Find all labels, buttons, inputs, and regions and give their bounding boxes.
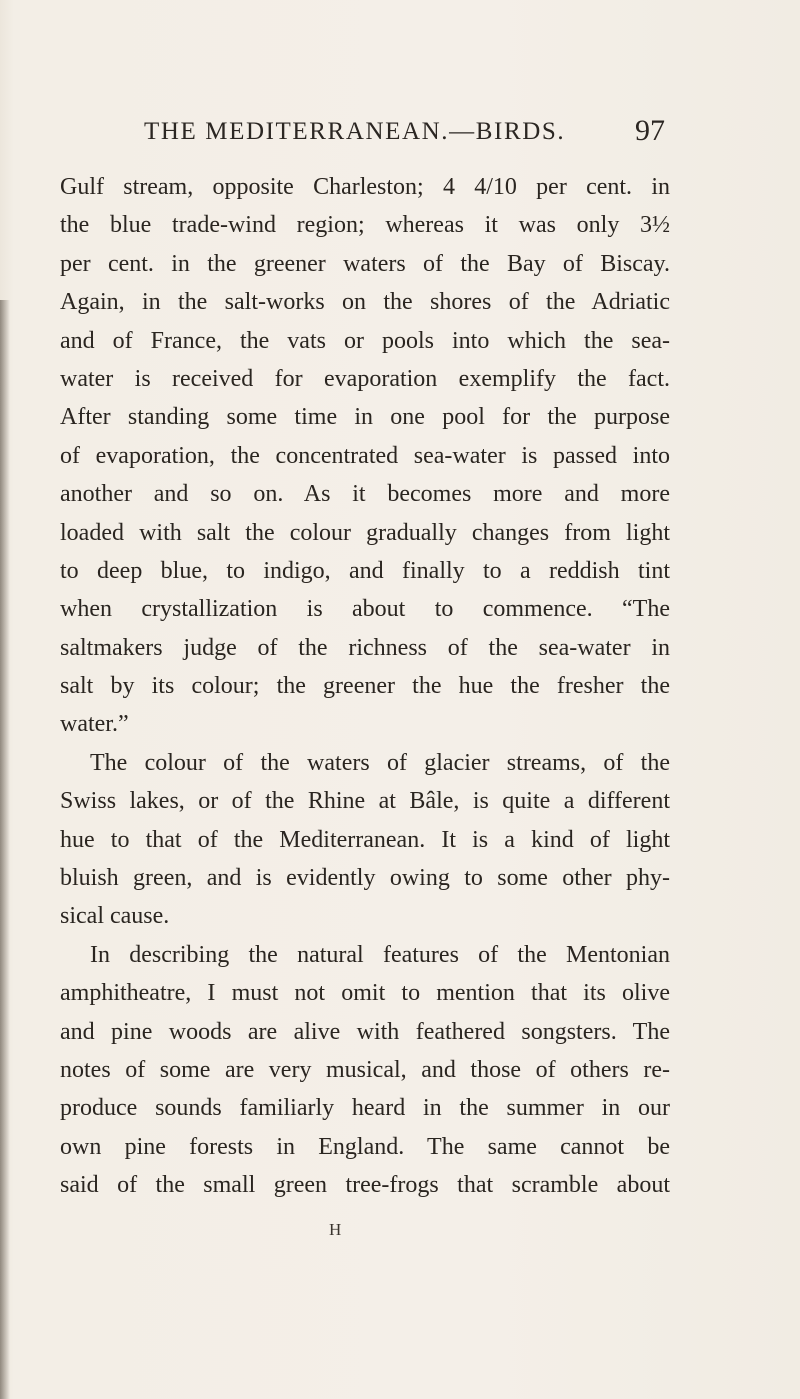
text-line: Gulf stream, opposite Charleston; 4 4/10 per cent. in: [60, 174, 670, 200]
text-line: amphitheatre, I must not omit to mention that its olive: [60, 980, 670, 1007]
text-line: produce sounds familiarly heard in the summer in our: [60, 1095, 670, 1122]
text-line: In describing the natural features of the Mentonian: [90, 941, 670, 968]
text-line: water is received for evaporation exemplify the fact.: [60, 365, 670, 392]
text-line: Again, in the salt-works on the shores of the Adriatic: [60, 289, 670, 316]
text-line: the blue trade-wind region; whereas it was only 3½: [60, 212, 670, 239]
running-head: THE MEDITERRANEAN.—BIRDS.: [144, 118, 566, 145]
text-line: another and so on. As it becomes more and more: [60, 481, 670, 508]
text-line: when crystallization is about to commence. “The: [60, 596, 670, 623]
body-text: [60, 168, 670, 1205]
text-line: said of the small green tree-frogs that scramble about: [60, 1172, 670, 1199]
text-line: notes of some are very musical, and those of others re-: [60, 1056, 670, 1083]
text-line: hue to that of the Mediterranean. It is a kind of light: [60, 826, 670, 853]
binding-shadow: [0, 300, 10, 1399]
text-line: and of France, the vats or pools into which the sea-: [60, 327, 670, 354]
text-line: per cent. in the greener waters of the Bay of Biscay.: [60, 250, 670, 277]
printer-signature: H: [329, 1220, 343, 1239]
text-line: loaded with salt the colour gradually changes from light: [60, 519, 670, 546]
text-line: sical cause.: [60, 903, 170, 930]
text-line: and pine woods are alive with feathered songsters. The: [60, 1018, 670, 1045]
page-header: [0, 114, 800, 148]
text-line: After standing some time in one pool for the purpose: [60, 404, 670, 431]
text-line: to deep blue, to indigo, and finally to a reddish tint: [60, 557, 670, 584]
text-line: saltmakers judge of the richness of the sea-water in: [60, 634, 670, 661]
text-line: own pine forests in England. The same cannot be: [60, 1133, 670, 1160]
text-line: The colour of the waters of glacier streams, of the: [90, 749, 670, 776]
text-line: salt by its colour; the greener the hue the fresher the: [60, 673, 670, 700]
text-line: bluish green, and is evidently owing to some other phy-: [60, 865, 670, 892]
text-line: water.”: [60, 711, 129, 738]
text-line: Swiss lakes, or of the Rhine at Bâle, is quite a different: [60, 788, 670, 815]
text-line: of evaporation, the concentrated sea-water is passed into: [60, 442, 670, 469]
page-number: 97: [635, 114, 665, 147]
